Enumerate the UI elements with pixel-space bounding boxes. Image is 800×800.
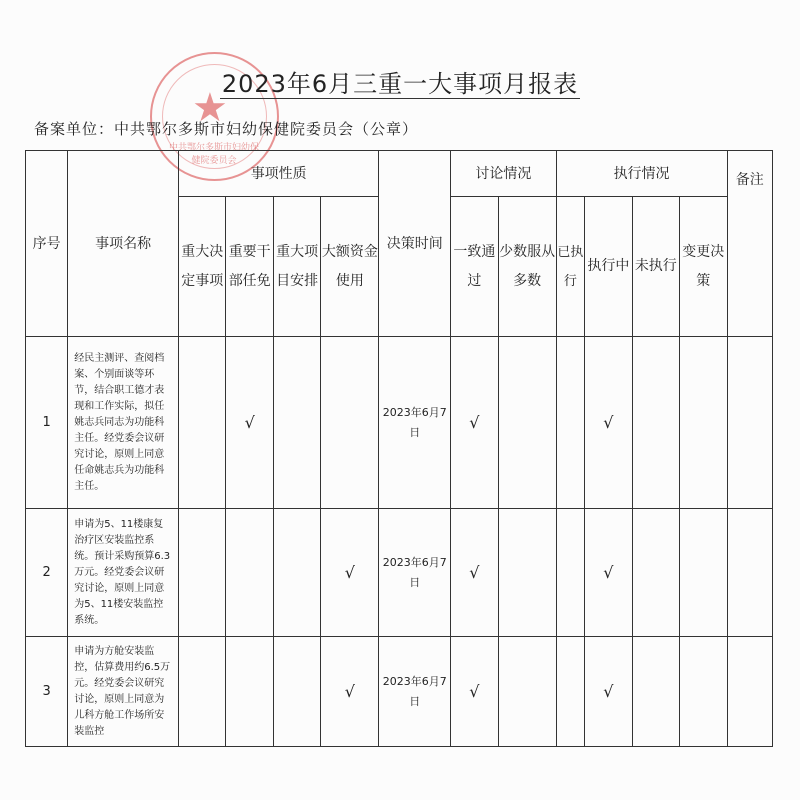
header-remark: 备注 — [727, 151, 772, 337]
header-seq: 序号 — [26, 151, 68, 337]
row-date: 2023年6月7日 — [379, 509, 451, 637]
row-name: 申请为方舱安装监控，估算费用约6.5万元。经党委会议研究讨论，原则上同意为儿科方舱工作场所安装监控 — [68, 637, 179, 747]
header-in-progress: 执行中 — [585, 197, 632, 337]
check-mark: √ — [585, 337, 632, 509]
check-mark: √ — [585, 637, 632, 747]
check-mark: √ — [451, 337, 498, 509]
header-name: 事项名称 — [68, 151, 179, 337]
row-seq: 1 — [26, 337, 68, 509]
header-major-decision: 重大决定事项 — [178, 197, 225, 337]
row-seq: 2 — [26, 509, 68, 637]
table-row — [26, 337, 773, 509]
check-mark: √ — [226, 337, 273, 509]
report-table — [25, 150, 773, 747]
seal-text: 中共鄂尔多斯市妇幼保健院委员会 — [168, 143, 259, 166]
row-name: 申请为5、11楼康复治疗区安装监控系统。预计采购预算6.3万元。经党委会议研究讨论，原则上同意为5、11楼安装监控系统。 — [68, 509, 179, 637]
row-seq: 3 — [26, 637, 68, 747]
header-large-fund: 大额资金使用 — [321, 197, 379, 337]
row-date: 2023年6月7日 — [379, 337, 451, 509]
header-execution: 执行情况 — [556, 151, 727, 197]
header-majority: 少数服从多数 — [498, 197, 556, 337]
page-title: 2023年6月三重一大事项月报表 — [221, 70, 579, 98]
seal-star-icon: ★ — [192, 85, 228, 131]
table-row — [26, 637, 773, 747]
header-executed: 已执行 — [556, 197, 584, 337]
header-decision-time: 决策时间 — [379, 151, 451, 337]
check-mark: √ — [321, 637, 379, 747]
check-mark: √ — [321, 509, 379, 637]
header-nature: 事项性质 — [178, 151, 378, 197]
header-unanimous: 一致通过 — [451, 197, 498, 337]
header-discussion: 讨论情况 — [451, 151, 556, 197]
header-major-project: 重大项目安排 — [273, 197, 320, 337]
header-changed: 变更决策 — [680, 197, 727, 337]
header-cadre-appointment: 重要干部任免 — [226, 197, 273, 337]
filing-unit: 备案单位：中共鄂尔多斯市妇幼保健院委员会（公章） — [34, 120, 419, 138]
check-mark: √ — [585, 509, 632, 637]
row-name: 经民主测评、查阅档案、个别面谈等环节，结合职工德才表现和工作实际，拟任姚志兵同志为功能科主任。经党委会议研究讨论，原则上同意任命姚志兵为功能科主任。 — [68, 337, 179, 509]
row-date: 2023年6月7日 — [379, 637, 451, 747]
check-mark: √ — [451, 637, 498, 747]
check-mark: √ — [451, 509, 498, 637]
header-not-executed: 未执行 — [632, 197, 679, 337]
table-row — [26, 509, 773, 637]
